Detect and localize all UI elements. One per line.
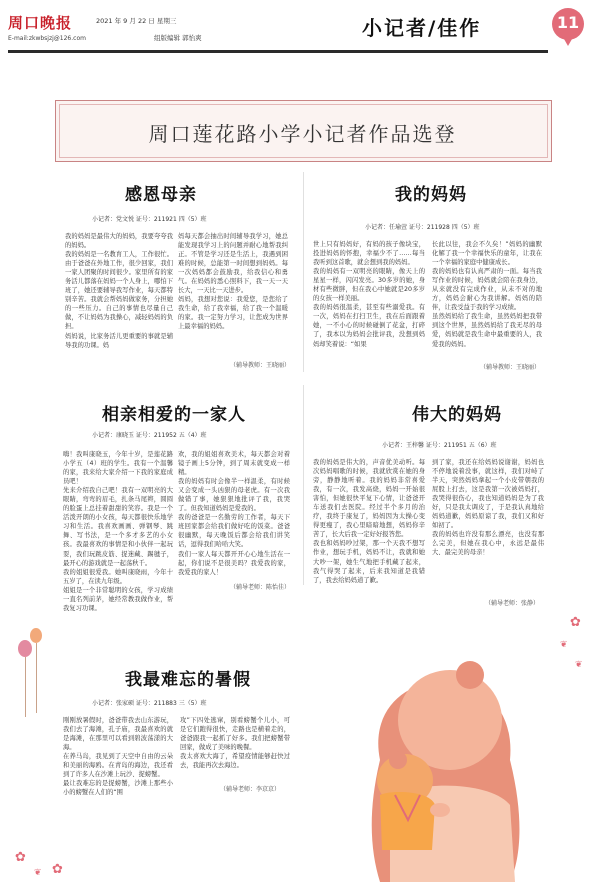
article-title: 我最难忘的暑假 bbox=[125, 670, 251, 690]
email-address: E-mail:zkwbsjzj@126.com bbox=[8, 35, 86, 42]
header-rule bbox=[8, 50, 548, 53]
article-body: 世上只有妈妈好，有妈的孩子像块宝，投进妈妈的怀抱，幸福少不了……每当我听到这首歌，就会想到我的妈妈。 我的妈妈有一双明亮的眼睛，像天上的星星一样，闪闪发亮。30多岁的她，身材有些微胖，但在我心中她就是20多岁的女孩一样美丽。 我的妈妈很温柔，甚至有些溺爱我。有一次，妈妈在打扫卫生，我在后面跟着她，一不小心的时候碰倒了花盆，打碎了，我本以为妈妈会批评我，没想到妈妈却笑着说：“如果 bbox=[313, 241, 425, 348]
article-body: 到了家，我还在给妈妈说谢谢，妈妈也不停地说着没事，就这样，我们对峙了半天，突然妈妈拿起一个小皮带朝我的屁股上打去，这是我第一次被妈妈打，我哭得很伤心，我也知道妈妈是为了我好，只是我太调皮了，于是我认真地给妈妈道歉，妈妈原谅了我，我们又和好如初了。 我的妈妈也许没有那么漂亮，也没有那么完美，但她在我心中，永远是最伟大、最完美的母亲！ bbox=[432, 459, 544, 557]
article-body: 妈每天都会抽出时间辅导我学习，她总能发现我学习上的问题并耐心地帮我纠正。不管是学习还是生活上，我遇到困难的时候，总能第一时间想到妈妈。每一次妈妈都会鼓励我，给我信心和勇气。在妈妈的悉心照料下，我一天一天长大，一天比一天进步。 妈妈，我想对您说：我爱您，是您给了我生命，给了我幸福，给了我一个温暖的家。我一定努力学习，让您成为世界上最幸福的妈妈。 bbox=[178, 233, 288, 331]
article-teacher: （辅导老师：张静） bbox=[485, 600, 540, 607]
balloon-string bbox=[36, 643, 37, 713]
article-byline: 小记者：张家硕 证号：211883 三（5）班 bbox=[92, 700, 207, 707]
article-byline: 小记者：党文悦 证号：211921 四（5）班 bbox=[92, 216, 207, 223]
article-title: 感恩母亲 bbox=[125, 185, 197, 205]
issue-date: 2021 年 9 月 22 日 星期三 bbox=[96, 17, 177, 25]
newspaper-masthead: 周口晚报 bbox=[8, 14, 73, 32]
balloon-icon bbox=[30, 628, 42, 643]
page-number-badge bbox=[548, 4, 588, 54]
article-title: 我的妈妈 bbox=[395, 185, 467, 205]
article-teacher: （辅导老师：陈怡佳） bbox=[230, 584, 291, 591]
article-body: 嗨！我叫康晓玉，今年十岁，是莲花路小学五（4）班的学生。我有一个温馨的家，我来给大家介绍一下我的家庭成员吧！ 先来介绍我自己吧！我有一双明亮的大眼睛，弯弯的眉毛，扎条马尾辫，圆圆的脸蛋上总挂着甜甜的笑容。我是一个活泼开朗的小女孩，每天都很快乐地学习和生活。我喜欢画画、弹钢琴、跳舞、写书法，是一个多才多艺的小女孩。我最喜欢的事情是和小伙伴一起玩耍，我们玩跳皮筋、捉迷藏、踢毽子，最开心的游戏就是一起荡秋千。 我的姐姐很爱我。她叫康晓雨，今年十五岁了，在读九年级。 姐姐是一个非常聪明的女孩，学习成绩一直名列前茅，她经常教我做作业，帮我复习功课。 bbox=[63, 451, 173, 612]
article-title: 相亲相爱的一家人 bbox=[102, 405, 246, 425]
page-title: 周口莲花路小学小记者作品选登 bbox=[148, 122, 457, 146]
section-title: 小记者/佳作 bbox=[362, 16, 482, 40]
page-number: 11 bbox=[556, 13, 580, 32]
pin-tip bbox=[560, 32, 576, 46]
article-teacher: （辅导教师：王晓丽） bbox=[480, 364, 541, 371]
balloon-string bbox=[25, 657, 26, 717]
flower-icon: ✿ bbox=[570, 615, 581, 630]
column-divider bbox=[303, 172, 304, 372]
article-body: 欢，我的姐姐喜欢美术，每天都会对着镜子画上5分钟，到了周末就变成一样精。 我的妈妈有时会像半一样温柔，有时候又会变成一头凶狠的母老虎。有一次我做错了事，她狠狠地批评了我，我哭了。但我知道妈妈是爱我的。 我的爸爸是一名勤劳的工作者，每天下班回家都会给我们做好吃的饭菜。爸爸很幽默，每天晚饭后都会给我们讲笑话，逗得我们哈哈大笑。 我们一家人每天都开开心心地生活在一起，你们说不是很美吗？我爱我的家，我爱我的家人！ bbox=[178, 451, 290, 576]
column-divider bbox=[303, 385, 304, 585]
article-byline: 小记者：王梓馨 证号：211951 五（6）班 bbox=[382, 442, 497, 449]
article-body: 攻”下四处逃窜，别看螃蟹个儿小，可是它们跑得很快，走路也是横着走的，爸爸跟我一起抓了好多。我们把螃蟹带回家，做成了美味的晚餐。 我太喜欢大海了，希望疫情能够赶快过去，我能再次去海边。 bbox=[180, 717, 290, 770]
article-byline: 小记者：康晓玉 证号：211952 五（4）班 bbox=[92, 432, 207, 439]
article-teacher: （辅导老师：李京京） bbox=[220, 786, 281, 793]
article-body: 我的妈妈是伟大的，声音优美动听。每次妈妈唱歌的时候，我就欣赏在她的身旁，静静地听着。我的妈妈非常喜爱我，有一次，我发高烧，妈妈一开始很害怕，但她很快平复下心情，让爸爸开车送我们去医院。经过半个多月的治疗，我终于康复了，妈妈因为太操心变得更瘦了，我心里暗暗地想，妈妈你辛苦了，长大后我一定好好报答您。 我也和妈妈吵过架，那一个天我不想写作业，想玩手机，妈妈不让，我就和她大吵一架，她生气地把手机藏了起来，我气得哭了起来，后来我知道是我错了，我去给妈妈道了歉。 bbox=[313, 459, 425, 584]
layout-editor: 组版编辑 郭怡爽 bbox=[154, 34, 202, 42]
balloon-icon bbox=[18, 640, 32, 657]
article-byline: 小记者：任瑜萱 证号：211928 四（5）班 bbox=[365, 224, 480, 231]
mother-child-illustration bbox=[320, 620, 550, 885]
leaf-icon: ❦ bbox=[560, 640, 568, 650]
leaf-icon: ❦ bbox=[575, 660, 583, 670]
article-body: 刚刚放暑假时，爸爸带我去山东游玩，我们去了海滩，孔子庙，我最喜欢的就是海滩，在那里可以看到碧波荡漾的大海。 在养马岛，我见到了天空中自由的云朵和美丽的海鸥。在青岛的海边，我还看到了许多人在沙滩上玩沙、捉螃蟹。 最让我难忘的是捉螃蟹，沙滩上那些小小的螃蟹在人们的“围 bbox=[63, 717, 173, 797]
flower-icon: ✿ bbox=[15, 850, 26, 865]
article-body: 我的妈妈是最伟大的妈妈，我要夸夸我的妈妈。 我的妈妈是一名教育工人，工作很忙。由于爸爸在外地工作，很少回家，我们一家人团聚的时间很少。家里所有的家务活儿都落在妈妈一个人身上，哪怕下班了，她还要辅导我写作业，每天都特别辛苦。我就会帮妈妈做家务，分担她的一些压力。自己的事情也尽量自己做，不让妈妈为我操心，减轻妈妈的负担。 妈妈说，比家务活儿更重要的事就是辅导我的功课。妈 bbox=[65, 233, 173, 349]
flower-icon: ✿ bbox=[52, 862, 63, 877]
article-title: 伟大的妈妈 bbox=[412, 405, 502, 425]
article-teacher: （辅导教师：王晓丽） bbox=[230, 362, 291, 369]
leaf-icon: ❦ bbox=[34, 868, 42, 878]
article-body: 长此以往，我会不久矣！”妈妈的幽默化解了我一个幸福快乐的童年，让我在一个幸福的家庭中健康成长。 我的妈妈也有认真严肃的一面。每当我写作业的时候，妈妈就会陪在我身边，从来就没有完成作业，从未不对的地方，妈妈会耐心为我讲解。妈妈的陪伴，让我受益于我的学习成绩。 虽然妈妈给了我生命，虽然妈妈把我带到这个世界，虽然妈妈给了我无尽的母爱，妈妈就是我生命中最重要的人，我爱我的妈妈。 bbox=[432, 241, 542, 348]
